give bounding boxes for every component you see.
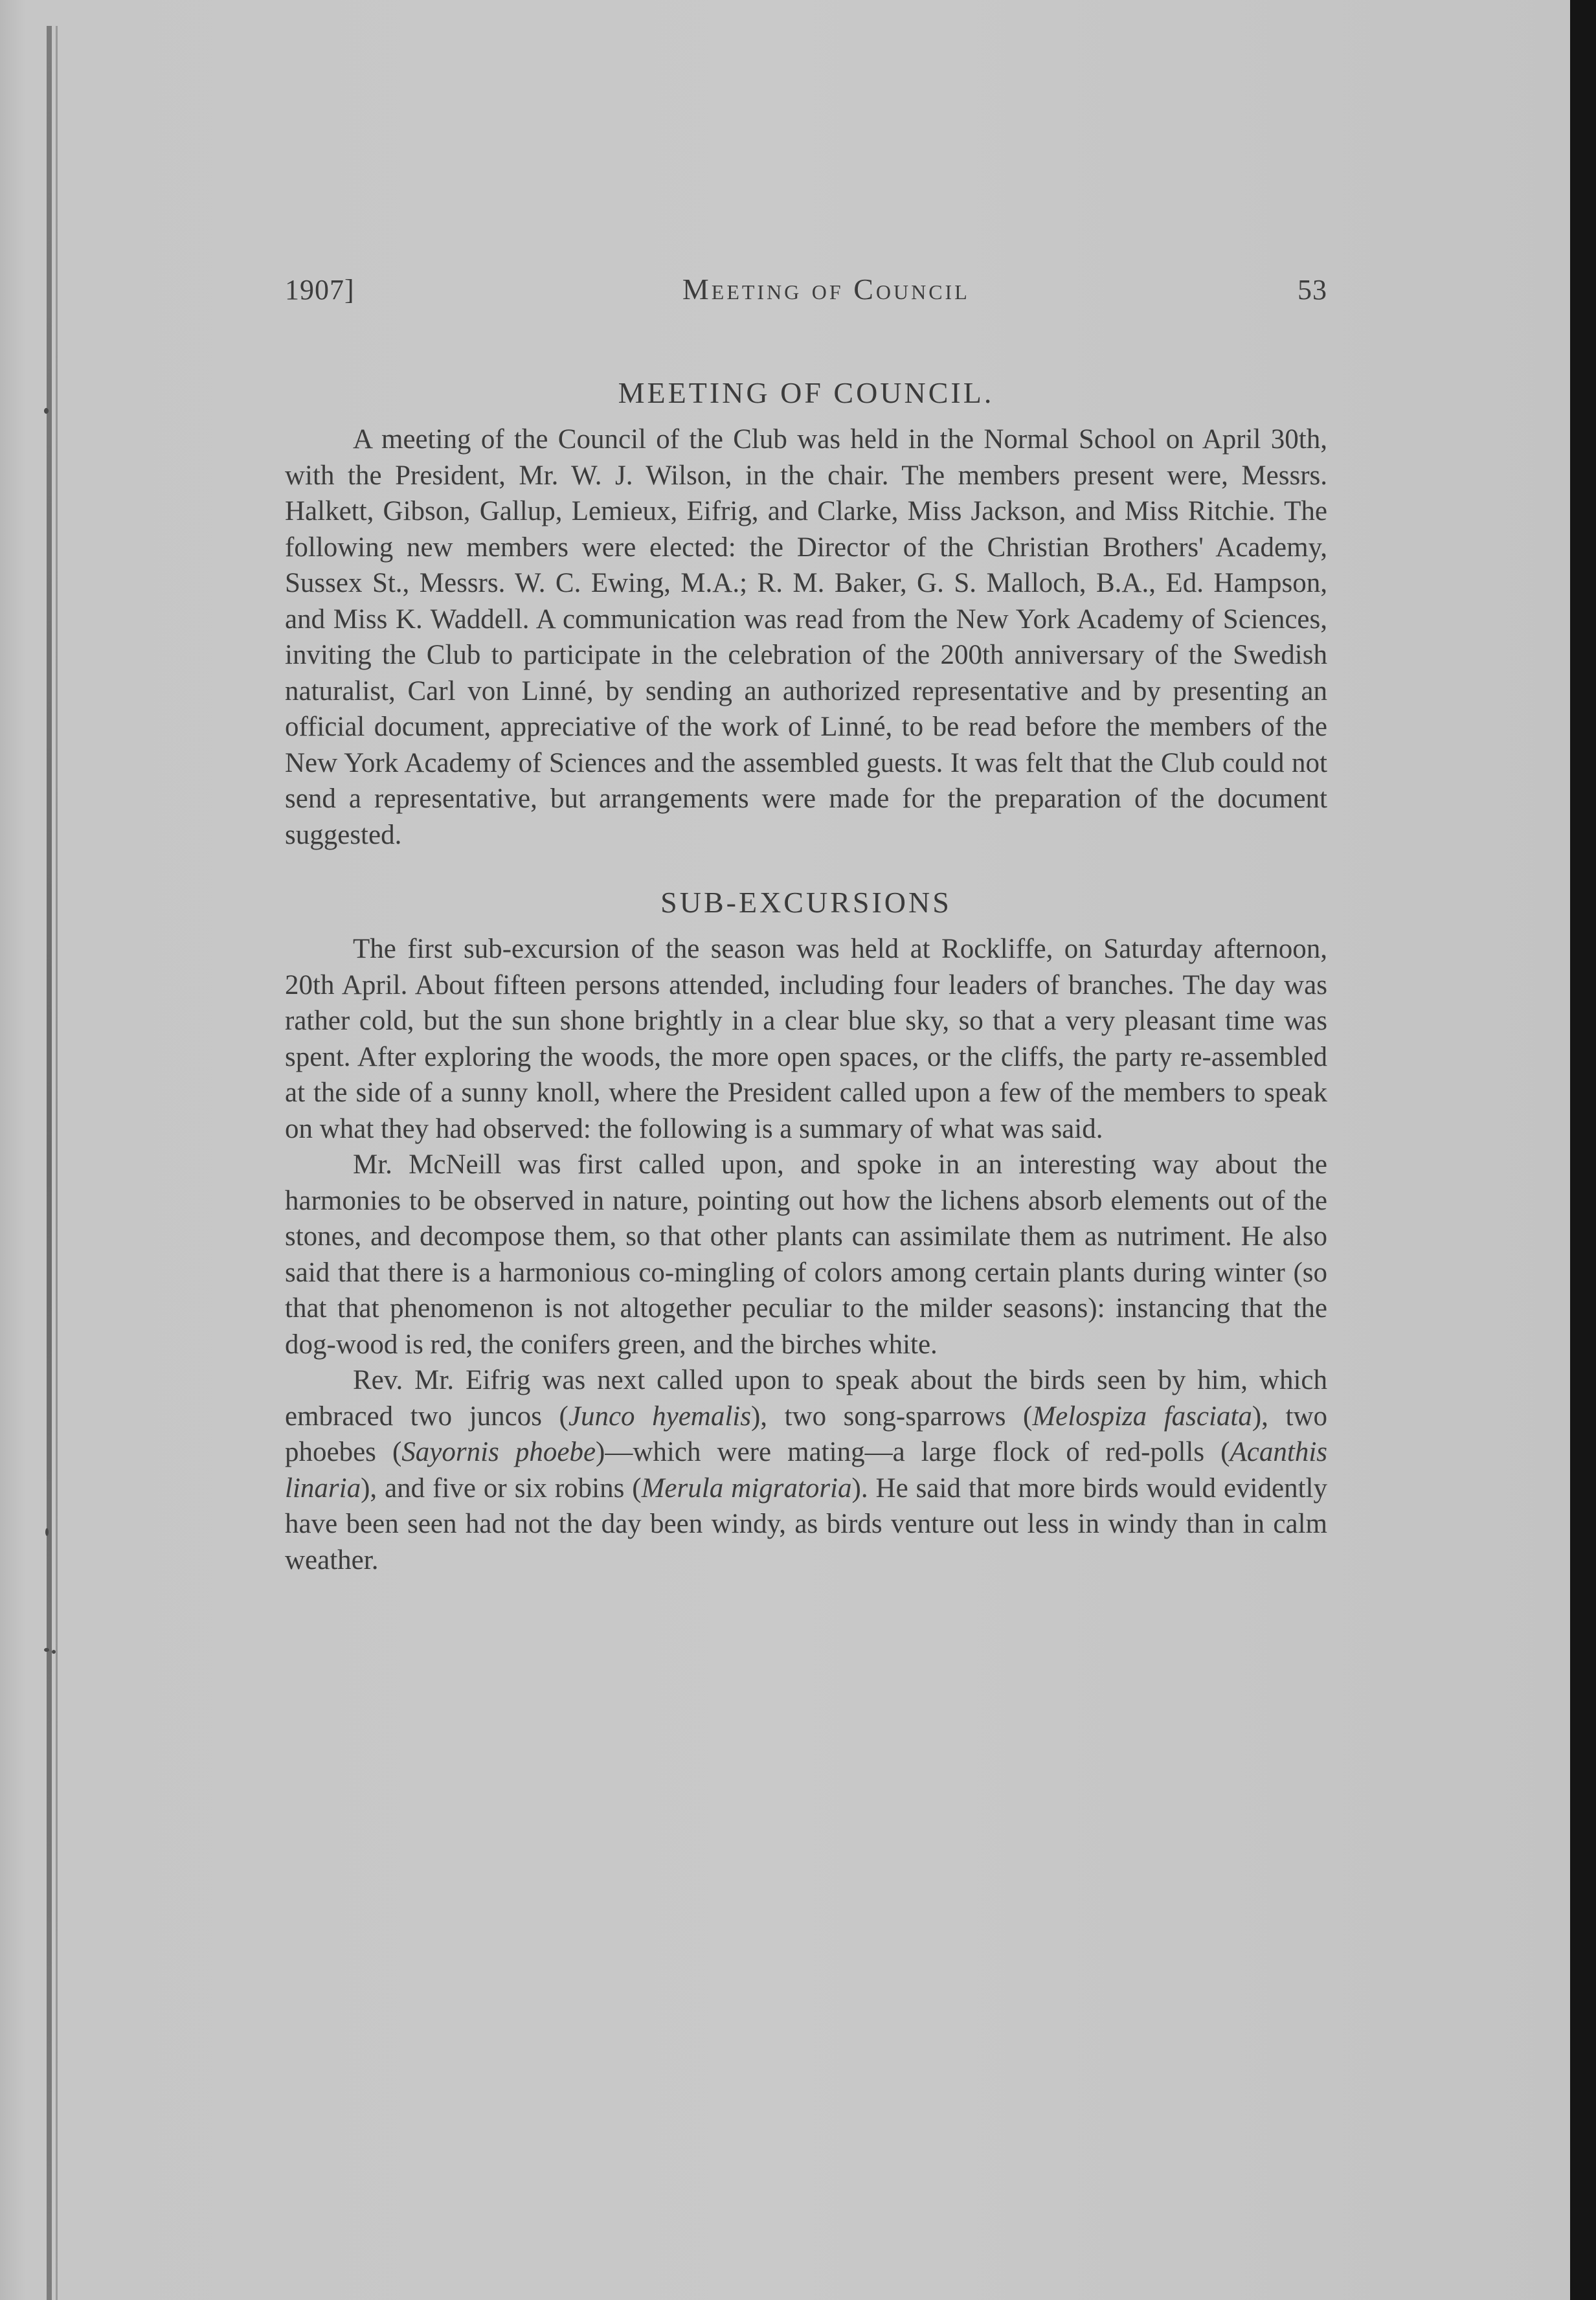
meeting-paragraph: A meeting of the Council of the Club was held in the Normal School on April 30th, with the President, Mr. W. J. Wilson, in the chair. The members present were, Messrs. Halkett, Gibson, Gallup, Lemieux, Eifrig, and Clarke, Miss Jackson, and Miss Ritchie. The following new members were elected: the Director of the Christian Brothers' Academy, Sussex St., Messrs. W. C. Ewing, M.A.; R. M. Baker, G. S. Malloch, B.A., Ed. Hampson, and Miss K. Waddell. A communication was read from the New York Academy of Sciences, inviting the Club to participate in the celebration of the 200th anniversary of the Swedish naturalist, Carl von Linné, by sending an authorized representative and by presenting an official document, appreciative of the work of Linné, to be read before the members of the New York Academy of Sciences and the assembled guests. It was felt that the Club could not send a representative, but arrangements were made for the preparation of the document suggested. (285, 424, 1327, 850)
binding-edge-thin (56, 26, 58, 2300)
text-run: ), two phoebes ( (285, 1401, 1327, 1467)
running-head-year: 1907] (285, 274, 355, 306)
scan-speck (52, 1650, 56, 1654)
excursion-paragraph-1: The first sub-excursion of the season was held at Rockliffe, on Saturday afternoon, 20th April. About fifteen persons attended, including four leaders of branches. The day was rather cold, but the sun shone brightly in a clear blue sky, so that a very pleasant time was spent. After exploring the woods, the more open spaces, or the cliffs, the party re-assembled at the side of a sunny knoll, where the President called upon a few of the members to speak on what they had observed: the following is a summary of what was said. (285, 934, 1327, 1144)
text-run: ). He said that more birds would evidently have been seen had not the day been windy, as birds venture out less in windy than in calm weather. (285, 1472, 1327, 1575)
section-heading-meeting-of-council: MEETING OF COUNCIL. (618, 376, 995, 409)
running-head (285, 272, 1327, 317)
page-number: 53 (1297, 274, 1327, 306)
running-head-title: Meeting of Council (682, 273, 970, 306)
species-name: Sayornis phoebe (401, 1437, 596, 1467)
species-name: Melospiza fasciata (1032, 1401, 1252, 1432)
species-name: Junco hyemalis (568, 1401, 751, 1432)
text-run: ), two song-sparrows ( (750, 1401, 1033, 1432)
scan-border (1570, 0, 1596, 2300)
excursion-paragraph-2: Mr. McNeill was first called upon, and spoke in an interesting way about the harmonies to be observed in nature, pointing out how the lichens absorb elements out of the stones, and decompose them, so that other plants can assimilate them as nutriment. He also said that there is a harmonious co-mingling of colors among certain plants during winter (so that that phenomenon is not altogether peculiar to the milder seasons): instancing that the dog-wood is red, the conifers green, and the birches white. (285, 1149, 1327, 1360)
scan-speck (44, 408, 49, 414)
page-content (285, 272, 1327, 1578)
binding-edge (47, 26, 52, 2300)
text-run: Rev. Mr. Eifrig was next called upon to speak about the birds seen by him, which embraced two juncos ( (285, 1365, 1327, 1432)
text-run: ), and five or six robins ( (361, 1472, 642, 1504)
species-name: Acanthis linaria (285, 1437, 1327, 1504)
scan-speck (44, 1648, 49, 1652)
section-heading-sub-excursions: SUB-EXCURSIONS (660, 886, 952, 919)
species-name: Merula migratoria (641, 1472, 852, 1504)
excursion-paragraph-3 (285, 1362, 1327, 1578)
scan-speck (45, 1528, 49, 1536)
text-run: )—which were mating—a large flock of red-polls ( (596, 1437, 1230, 1467)
